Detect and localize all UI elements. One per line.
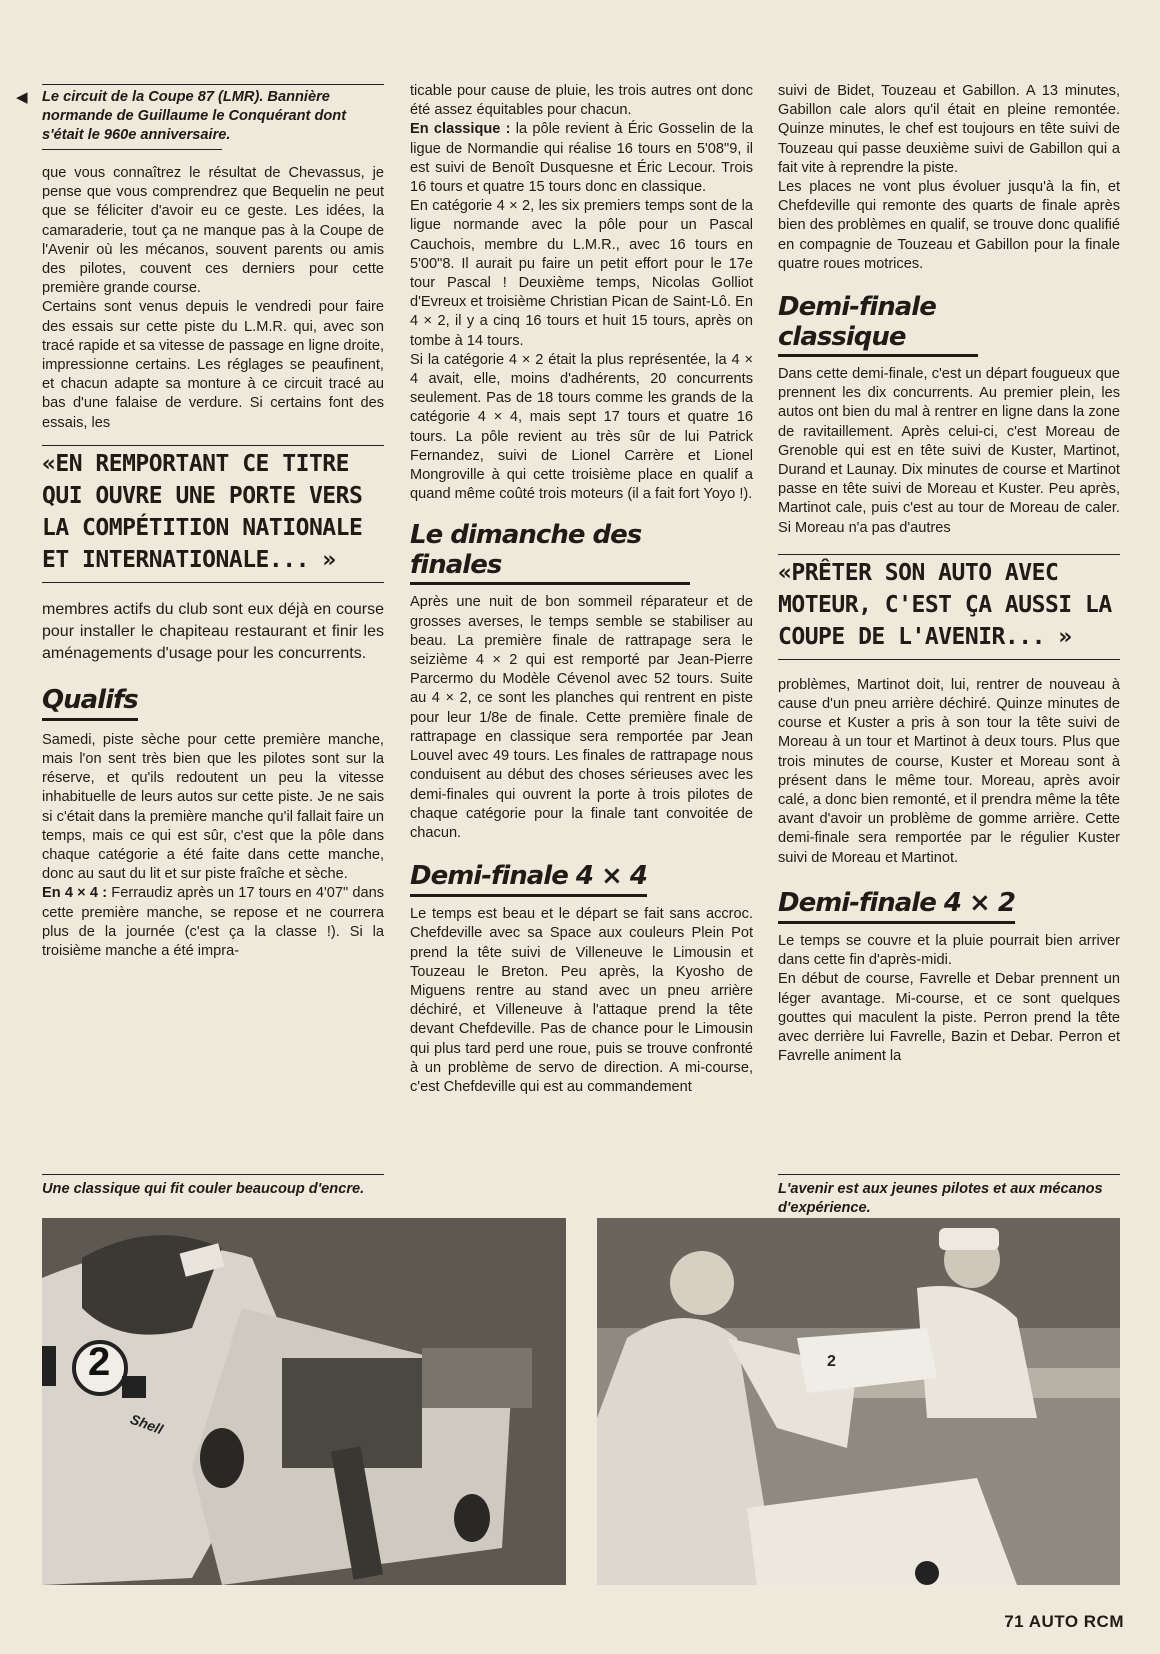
sponsor-decal: Shell: [128, 1410, 166, 1438]
column-3: [778, 0, 1120, 1066]
col3-paragraph-2: Les places ne vont plus évoluer jusqu'à la fin, et Chefdeville qui remonte des quarts de finale après bien des problèmes en qualif, se trouve donc qualifié en compagnie de Touzeau et Gabillon pour la finale quatre roues motrices.: [778, 179, 1120, 272]
col2-paragraph-6: Le temps est beau et le départ se fait sans accroc. Chefdeville avec sa Space aux couleurs Plein Pot prend la tête suivi de Villeneuve le Limousin et Touzeau le Breton. Peu après, la Kyosho de Miguens rentre au stand avec un pneu arrière déchiré, et Villeneuve à l'attaque prend la tête devant Chefdeville. Pas de chance pour le Limousin qui plus tard perd une roue, puis se trouve confronté à un problème de servo de direction. A mi-course, c'est Chefdeville qui est au commandement: [410, 906, 753, 1095]
col2-paragraph-4: Si la catégorie 4 × 2 était la plus représentée, la 4 × 4 avait, elle, moins d'adhérents, 20 concurrents seulement. Pas de 18 tours comme les grands de la catégorie 4 × 4, mais sept 17 tours et quatre 16 tours. La pôle revient au très sûr de lui Patrick Fernandez, suivi de Lionel Carrère et Lionel Mongroville à qui cette troisième place en qualif a quand même coûté trois moteurs (il a fait fort Yoyo !).: [410, 351, 753, 503]
category-lead: En classique :: [410, 121, 511, 138]
category-lead: En 4 × 4 :: [42, 885, 108, 902]
heading-demi-finale-classique: Demi-finale classique: [778, 292, 978, 357]
quote-rule-top: [42, 445, 384, 446]
page-number: 71: [1004, 1612, 1025, 1631]
car-number: 2: [827, 1353, 836, 1370]
column-1: [16, 0, 384, 961]
top-caption-block: [16, 88, 384, 145]
column-2: [410, 0, 753, 1097]
col2-paragraph-1: ticable pour cause de pluie, les trois autres ont donc été assez équitables pour chacun.: [410, 83, 753, 119]
col1-paragraph-1: que vous connaîtrez le résultat de Chevassus, je pense que vous comprendrez que Bequelin ne peut que se féliciter d'avoir eu ce geste. Les idées, la camaraderie, tout ça ne manque pas à la Coupe de l'Avenir où les mécanos, souvent parents ou amis des pilotes, couvent ces derniers pour cette première grande course.: [42, 165, 384, 297]
col2-paragraph-2-text: la pôle revient à Éric Gosselin de la ligue de Normandie qui réalise 16 tours en 5'08"9, il est suivi de Benoît Dusquesne et Éric Lecour. Trois 16 tours et quatre 15 tours donc en classique.: [410, 121, 753, 196]
col1-paragraph-4: Samedi, piste sèche pour cette première manche, mais l'on sent très bien que les pilotes sont sur la réserve, et qu'ils redoutent un peu la vitesse inhabituelle de leurs autos sur cette piste. Je ne sais si c'était dans la première manche qu'il fallait faire un temps, mais ce qui est sûr, c'est que la pôle dans chaque catégorie a été faite dans cette manche, donc au saut du lit et sur piste fraîche et sèche.: [42, 731, 384, 883]
col1-paragraph-2: Certains sont venus depuis le vendredi pour faire des essais sur cette piste du L.M.R. qui, avec son tracé rapide et sa vitesse de passage en ligne droite, impressionne certains. Les réglages se peaufinent, et chacun adapte sa monture à ce circuit tracé au bas d'une falaise de verdure. Si certains font des essais, les: [42, 299, 384, 431]
caption-rule-bottom: [42, 149, 222, 150]
quote-rule-bottom: [778, 659, 1120, 660]
heading-demi-finale-4x2: Demi-finale 4 × 2: [778, 888, 1015, 924]
heading-demi-finale-4x4: Demi-finale 4 × 4: [410, 861, 647, 897]
col1-paragraph-5: [42, 884, 384, 961]
pull-quote-1: «EN REMPORTANT CE TITRE QUI OUVRE UNE PORTE VERS LA COMPÉTITION NATIONALE ET INTERNATIONALE... »: [42, 450, 363, 573]
photo-pilots-mechanics: [597, 1218, 1120, 1585]
quote-rule-bottom: [42, 582, 384, 583]
heading-dimanche-finales: Le dimanche des finales: [410, 520, 690, 585]
magazine-name: AUTO RCM: [1028, 1612, 1124, 1631]
bottom-caption-rule-left: [42, 1174, 384, 1175]
col2-paragraph-2: [410, 120, 753, 197]
col3-paragraph-5: Le temps se couvre et la pluie pourrait bien arriver dans cette fin d'après-midi.: [778, 932, 1120, 969]
bottom-caption-rule-right: [778, 1174, 1120, 1175]
photo-classic-car-chassis: [42, 1218, 566, 1585]
caption-rule: [42, 84, 384, 85]
quote-rule-top: [778, 554, 1120, 555]
chassis-illustration: [42, 1218, 566, 1585]
heading-qualifs: Qualifs: [42, 685, 138, 721]
col3-paragraph-4: problèmes, Martinot doit, lui, rentrer de nouveau à cause d'un pneu arrière déchiré. Quinze minutes de course et Kuster a pris à son tour la tête suivi de Moreau à un tour et Martinot à deux tours. Plus que trois minutes de course, Kuster et Moreau sont à présent dans le même tour. Moreau, après avoir calé, a donc bien remonté, et il prendra même la tête avant d'avoir un problème de gomme arrière. Cette demi-finale sera remportée par le régulier Kuster suivi de Moreau et Martinot.: [778, 676, 1120, 866]
col3-paragraph-6: En début de course, Favrelle et Debar prennent un léger avantage. Mi-course, et ce sont quelques gouttes qui maculent la piste. Perron prend la tête avec derrière lui Favrelle, Bazin et Debar. Perron et Favrelle animent la: [778, 971, 1120, 1065]
col1-paragraph-3: membres actifs du club sont eux déjà en course pour installer le chapiteau restaurant et finir les aménagements d'usage pour les concurrents.: [42, 600, 384, 662]
page-footer: [1004, 1612, 1124, 1632]
pilots-illustration: [597, 1218, 1120, 1585]
arrow-left-icon: ◀: [16, 89, 28, 106]
col3-paragraph-1: suivi de Bidet, Touzeau et Gabillon. A 13 minutes, Gabillon cale alors qu'il était en pleine remontée. Quinze minutes, le chef est toujours en tête suivi de Touzeau qui passe deuxième suivi de Gabillon qui a fait vite à reprendre la piste.: [778, 83, 1120, 176]
col2-paragraph-3: En catégorie 4 × 2, les six premiers temps sont de la ligue normande avec la pôle pour un Pascal Cauchois, membre du L.M.R., avec 16 tours en 5'00"8. Il aurait pu faire un petit effort pour le 17e tour Pascal ! Deuxième temps, Nicolas Golliot d'Evreux et troisième Christian Pican de Saint-Lô. En 4 × 2, il y a cinq 16 tours et huit 15 tours, après on tombe à 14 tours.: [410, 198, 753, 349]
bottom-right-caption: L'avenir est aux jeunes pilotes et aux mécanos d'expérience.: [778, 1181, 1103, 1216]
col2-paragraph-5: Après une nuit de bon sommeil réparateur et de grosses averses, le temps semble se stabiliser au beau. La première finale de rattrapage sera le seizième 4 × 2 qui est remporté par Jean-Pierre Parcermo du Modèle Cévenol avec 52 tours. Suite au 4 × 2, ce sont les planches qui rentrent en piste pour leur 1/8e de finale. Cette première finale de rattrapage en classique sera remportée par Jean Louvel avec 49 tours. Les finales de rattrapage nous conduisent au début des choses sérieuses avec les demi-finales qui ouvrent la porte à trois pilotes de chaque catégorie pour la finale tant convoitée de chacun.: [410, 594, 753, 841]
pull-quote-2: «PRÊTER SON AUTO AVEC MOTEUR, C'EST ÇA AUSSI LA COUPE DE L'AVENIR... »: [778, 559, 1112, 650]
car-number: 2: [88, 1340, 111, 1384]
col1-paragraph-5-text: Ferraudiz après un 17 tours en 4'07" dans cette première manche, se repose et ne courrera plus de la journée (c'est ça la classe !). Si la troisième manche a été impra-: [42, 885, 384, 960]
top-photo-caption: Le circuit de la Coupe 87 (LMR). Bannière normande de Guillaume le Conquérant dont s'était le 960e anniversaire.: [42, 89, 347, 143]
bottom-left-caption: Une classique qui fit couler beaucoup d'encre.: [42, 1181, 365, 1197]
col3-paragraph-3: Dans cette demi-finale, c'est un départ fougueux que prennent les dix concurrents. Au premier plein, les autos ont bien du mal à rentrer en ligne dans la zone de ravitaillement. Après celui-ci, c'est Moreau de Grenoble qui est en tête suivi de Kuster, Martinot, Durand et Launay. Dix minutes de course et Martinot passe en tête suivi de Moreau et Kuster. Peu après, Martinot cale, puis c'est au tour de Moreau de caler. Si Moreau n'a pas d'autres: [778, 366, 1120, 536]
